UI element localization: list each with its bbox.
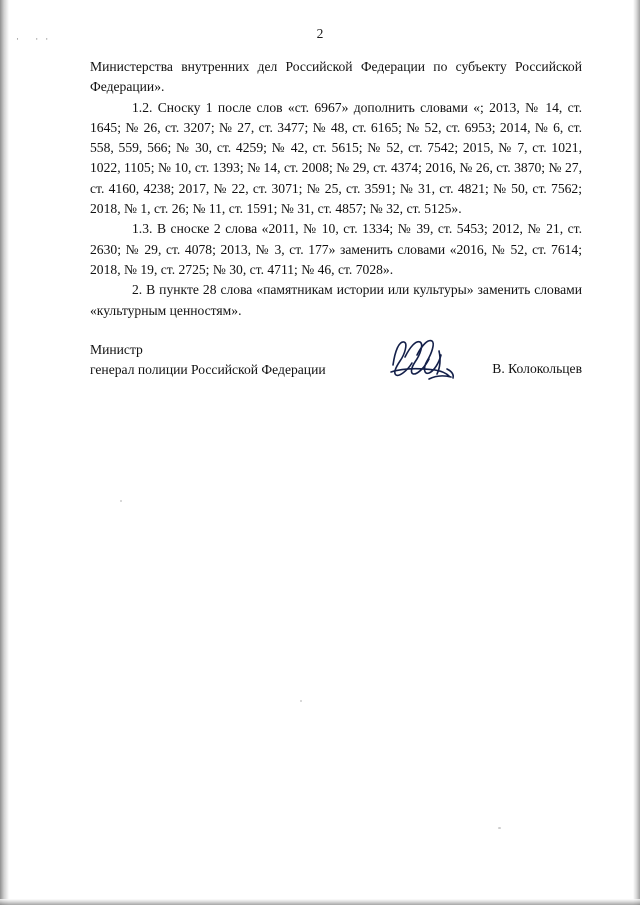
handwritten-signature-icon <box>383 335 463 387</box>
paragraph-1-3: 1.3. В сноске 2 слова «2011, № 10, ст. 1334; № 39, ст. 5453; 2012, № 21, ст. 2630; № 29, ст. 4078; 2013, № 3, ст. 177» заменить словами «2016, № 52, ст. 7614; 2018, № 19, ст. 2725; № 30, ст. 4711; № 46, ст. 7028». <box>90 221 582 277</box>
paragraph-2: 2. В пункте 28 слова «памятникам истории или культуры» заменить словами «культурным ценностям». <box>90 282 582 318</box>
signature-row <box>90 340 582 381</box>
signer-title-line-2: генерал полиции Российской Федерации <box>90 362 326 378</box>
document-body <box>90 57 582 321</box>
scan-edge-left <box>0 0 9 905</box>
signature-block <box>90 340 582 381</box>
scan-speck <box>498 827 501 829</box>
scan-speck <box>300 700 302 702</box>
corner-marks: · ·· <box>16 34 56 44</box>
scan-speck <box>120 500 122 502</box>
page-number: 2 <box>316 26 324 41</box>
signer-title-line-1: Министр <box>90 342 143 357</box>
paragraph-header-continuation: Министерства внутренних дел Российской Федерации по субъекту Российской Федерации». <box>90 59 582 95</box>
scan-edge-bottom <box>0 899 640 905</box>
paragraph-1-2: 1.2. Сноску 1 после слов «ст. 6967» дополнить словами «; 2013, № 14, ст. 1645; № 26, ст. 3207; № 27, ст. 3477; № 48, ст. 6165; № 52, ст. 6953; 2014, № 6, ст. 558, 559, 566; № 30, ст. 4259; № 42, ст. 5615; № 52, ст. 7542; 2015, № 7, ст. 1021, 1022, 1105; № 10, ст. 1393; № 14, ст. 2008; № 29, ст. 4374; 2016, № 26, ст. 3870; № 27, ст. 4160, 4238; 2017, № 22, ст. 3071; № 25, ст. 3591; № 31, ст. 4821; № 50, ст. 7562; 2018, № 1, ст. 26; № 11, ст. 1591; № 31, ст. 4857; № 32, ст. 5125». <box>90 99 582 217</box>
scan-edge-right <box>633 0 640 905</box>
signer-title <box>90 340 326 381</box>
signer-name: В. Колокольцев <box>492 361 582 377</box>
